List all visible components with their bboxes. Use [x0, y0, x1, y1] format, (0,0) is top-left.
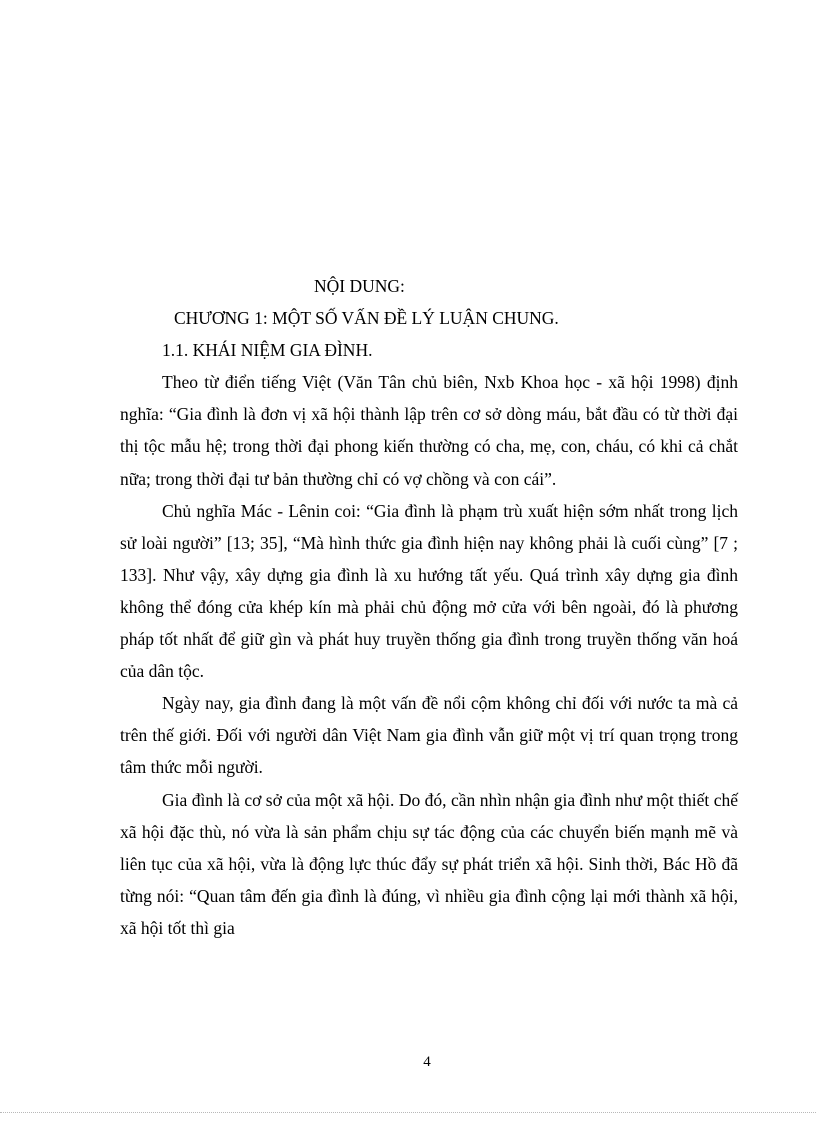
paragraph-today: Ngày nay, gia đình đang là một vấn đề nổi cộm không chỉ đối với nước ta mà cả trên thế giới. Đối với người dân Việt Nam gia đình vẫn giữ một vị trí quan trọng trong tâm thức mỗi người.: [120, 693, 738, 778]
page-number: 4: [423, 1054, 431, 1070]
content-heading: NỘI DUNG:: [314, 276, 405, 296]
page-bottom-divider: [0, 1112, 816, 1113]
paragraph-definition: Theo từ điển tiếng Việt (Văn Tân chủ biên, Nxb Khoa học - xã hội 1998) định nghĩa: “Gia đình là đơn vị xã hội thành lập trên cơ sở dòng máu, bắt đầu có từ thời đại thị tộc mẫu hệ; trong thời đại phong kiến thường có cha, mẹ, con, cháu, có khi cả chắt nữa; trong thời đại tư bản thường chỉ có vợ chồng và con cái”.: [120, 372, 738, 489]
page-content: [120, 270, 738, 944]
section-title: 1.1. KHÁI NIỆM GIA ĐÌNH.: [162, 340, 373, 361]
paragraph-society: Gia đình là cơ sở của một xã hội. Do đó, cần nhìn nhận gia đình như một thiết chế xã hội đặc thù, nó vừa là sản phẩm chịu sự tác động của các chuyển biến mạnh mẽ và liên tục của xã hội, vừa là động lực thúc đẩy sự phát triển xã hội. Sinh thời, Bác Hồ đã từng nói: “Quan tâm đến gia đình là đúng, vì nhiều gia đình cộng lại mới thành xã hội, xã hội tốt thì gia: [120, 789, 738, 938]
chapter-title: CHƯƠNG 1: MỘT SỐ VẤN ĐỀ LÝ LUẬN CHUNG.: [174, 308, 559, 329]
paragraph-marxism: Chủ nghĩa Mác - Lênin coi: “Gia đình là phạm trù xuất hiện sớm nhất trong lịch sử loài người” [13; 35], “Mà hình thức gia đình hiện nay không phải là cuối cùng” [7 ; 133]. Như vậy, xây dựng gia đình là xu hướng tất yếu. Quá trình xây dựng gia đình không thể đóng cửa khép kín mà phải chủ động mở cửa với bên ngoài, đó là phương pháp tốt nhất để giữ gìn và phát huy truyền thống gia đình trong truyền thống văn hoá của dân tộc.: [120, 500, 738, 682]
